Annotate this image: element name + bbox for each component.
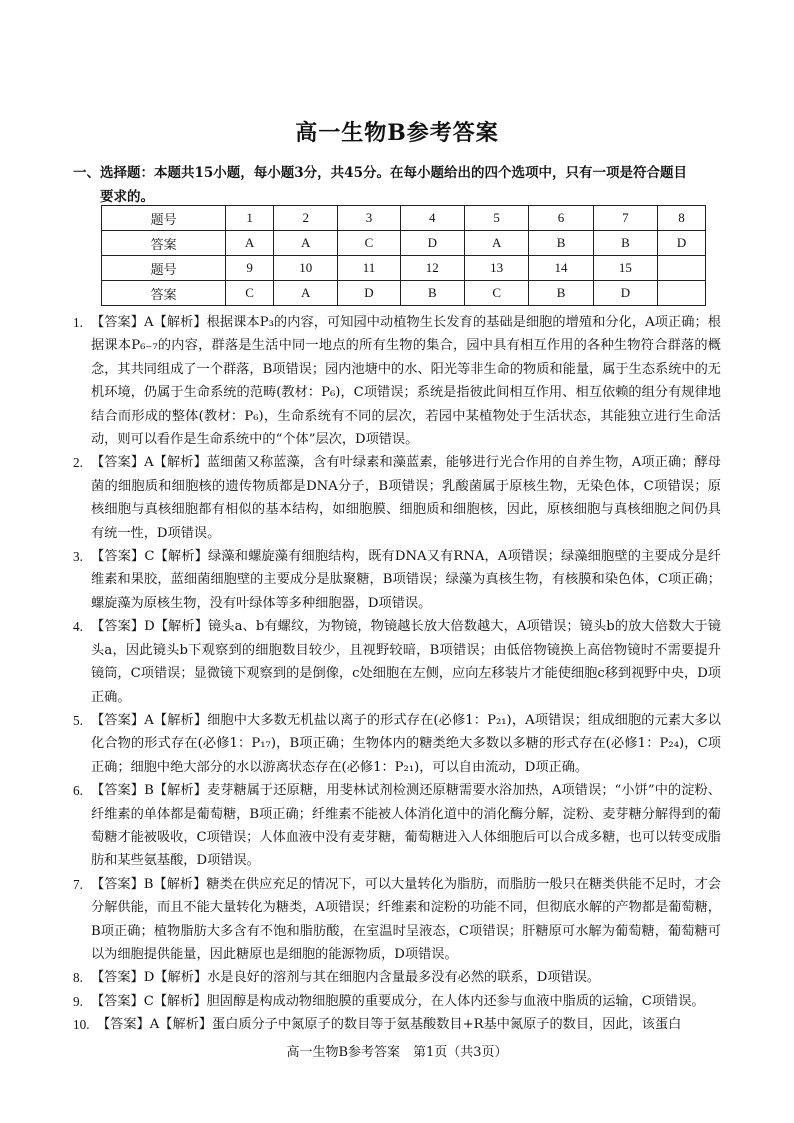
table-cell — [658, 281, 706, 306]
item-text: 【答案】D【解析】水是良好的溶剂与其在细胞内含量最多没有必然的联系，D项错误。 — [91, 970, 601, 986]
item-number: 5. — [73, 712, 83, 728]
table-row — [102, 206, 706, 231]
table-cell: 11 — [338, 256, 400, 281]
item-text: 【答案】C【解析】绿藻和螺旋藻有细胞结构，既有DNA又有RNA，A项错误；绿藻细胞壁的主要成分是纤维素和果胶，蓝细菌细胞壁的主要成分是肽聚糖，B项错误；绿藻为真核生物，有核膜和染色体，C项正确；螺旋藻为原核生物，没有叶绿体等多种细胞器，D项错误。 — [91, 549, 721, 611]
item-number: 10. — [73, 1017, 90, 1033]
item-text: 【答案】A【解析】蓝细菌又称蓝藻，含有叶绿素和藻蓝素，能够进行光合作用的自养生物，A项正确；酵母菌的细胞质和细胞核的遗传物质都是DNA分子，B项错误；乳酸菌属于原核生物，无染色体，C项错误；原核细胞与真核细胞都有相似的基本结构，如细胞膜、细胞质和细胞核，因此，原核细胞与真核细胞之间仍具有统一性，D项错误。 — [91, 455, 721, 541]
list-item — [73, 615, 721, 709]
table-cell: B — [529, 231, 593, 256]
table-cell: A — [274, 281, 338, 306]
table-cell — [658, 256, 706, 281]
table-cell: 6 — [529, 206, 593, 231]
table-cell: 7 — [593, 206, 657, 231]
item-number: 8. — [73, 970, 83, 986]
table-cell: A — [274, 231, 338, 256]
explanation-list — [73, 311, 721, 1037]
table-row-header: 答案 — [102, 281, 226, 306]
list-item — [73, 451, 721, 545]
table-cell: 15 — [593, 256, 657, 281]
item-number: 3. — [73, 549, 83, 565]
table-cell: C — [226, 281, 274, 306]
list-item — [73, 545, 721, 615]
item-text: 【答案】C【解析】胆固醇是构成动物细胞膜的重要成分，在人体内还参与血液中脂质的运输，C项错误。 — [91, 993, 705, 1009]
item-number: 1. — [73, 315, 83, 330]
table-cell: D — [338, 281, 400, 306]
table-cell: D — [400, 231, 464, 256]
table-cell: C — [338, 231, 400, 256]
page-footer: 高一生物B参考答案 第1页（共3页） — [286, 1045, 508, 1060]
table-cell: 2 — [274, 206, 338, 231]
item-number: 6. — [73, 783, 83, 799]
table-cell: B — [593, 231, 657, 256]
table-cell: D — [658, 231, 706, 256]
table-cell: B — [400, 281, 464, 306]
list-item — [73, 779, 721, 873]
table-cell: A — [464, 231, 528, 256]
table-cell: 8 — [658, 206, 706, 231]
table-row — [102, 231, 706, 256]
table-cell: 4 — [400, 206, 464, 231]
table-cell: 13 — [464, 256, 528, 281]
table-row — [102, 256, 706, 281]
table-cell: C — [464, 281, 528, 306]
table-cell: 9 — [226, 256, 274, 281]
item-number: 7. — [73, 876, 83, 892]
table-cell: 3 — [338, 206, 400, 231]
list-item — [73, 990, 721, 1013]
table-cell: B — [529, 281, 593, 306]
table-cell: 14 — [529, 256, 593, 281]
table-cell: 10 — [274, 256, 338, 281]
list-item — [73, 709, 721, 779]
item-text: 【答案】A【解析】蛋白质分子中氮原子的数目等于氨基酸数目+R基中氮原子的数目，因此，该蛋白 — [97, 1017, 682, 1033]
section-heading — [73, 161, 723, 209]
item-text: 【答案】B【解析】麦芽糖属于还原糖，用斐林试剂检测还原糖需要水浴加热，A项错误；“小饼”中的淀粉、纤维素的单体都是葡萄糖，B项正确；纤维素不能被人体消化道中的消化酶分解，淀粉、麦芽糖分解得到的葡萄糖才能被吸收，C项错误；人体血液中没有麦芽糖，葡萄糖进入人体细胞后可以合成多糖，也可以转变成脂肪和某些氨基酸，D项错误。 — [91, 783, 721, 869]
page-title: 高一生物B参考答案 — [295, 120, 499, 146]
table-cell: 12 — [400, 256, 464, 281]
list-item — [73, 873, 721, 967]
list-item — [73, 966, 721, 989]
table-cell: A — [226, 231, 274, 256]
table-row-header: 题号 — [102, 256, 226, 281]
table-cell: 1 — [226, 206, 274, 231]
item-text: 【答案】B【解析】糖类在供应充足的情况下，可以大量转化为脂肪，而脂肪一般只在糖类供能不足时，才会分解供能，而且不能大量转化为糖类，A项错误；纤维素和淀粉的功能不同，但彻底水解的产物都是葡萄糖，B项正确；植物脂肪大多含有不饱和脂肪酸，在室温时呈液态，C项错误；肝糖原可水解为葡萄糖，葡萄糖可以为细胞提供能量，因此糖原也是细胞的能源物质，D项错误。 — [91, 876, 721, 962]
item-text: 【答案】A【解析】根据课本P₃的内容，可知园中动植物生长发育的基础是细胞的增殖和分化，A项正确；根据课本P₆₋₇的内容，群落是生活中同一地点的所有生物的集合，园中具有相互作用的各种生物符合群落的概念，其共同组成了一个群落，B项错误；园内池塘中的水、阳光等非生命的物质和能量，属于生态系统中的无机环境，仍属于生命系统的范畴(教材：P₆)，C项错误；系统是指彼此间相互作用、相互依赖的组分有规律地结合而形成的整体(教材：P₆)，生命系统有不同的层次，若园中某植物处于生活状态，其能独立进行生命活动，则可以看作是生命系统中的“个体”层次，D项错误。 — [91, 315, 721, 448]
item-text: 【答案】D【解析】镜头a、b有螺纹，为物镜，物镜越长放大倍数越大，A项错误；镜头b的放大倍数大于镜头a，因此镜头b下观察到的细胞数目较少，且视野较暗，B项错误；由低倍物镜换上高倍物镜时不需要提升镜筒，C项错误；显微镜下观察到的是倒像，c处细胞在左侧，应向左移装片才能使细胞c移到视野中央，D项正确。 — [91, 619, 721, 705]
section-heading-line1: 一、选择题：本题共15小题，每小题3分，共45分。在每小题给出的四个选项中，只有一项是符合题目 — [73, 165, 687, 181]
item-number: 4. — [73, 619, 83, 635]
table-row-header: 答案 — [102, 231, 226, 256]
section-heading-line2: 要求的。 — [100, 189, 154, 205]
item-number: 9. — [73, 993, 83, 1009]
table-row-header: 题号 — [102, 206, 226, 231]
list-item — [73, 311, 721, 451]
list-item — [73, 1013, 721, 1036]
table-row — [102, 281, 706, 306]
table-cell: D — [593, 281, 657, 306]
item-text: 【答案】A【解析】细胞中大多数无机盐以离子的形式存在(必修1：P₂₁)，A项错误；组成细胞的元素大多以化合物的形式存在(必修1：P₁₇)，B项正确；生物体内的糖类绝大多数以多糖的形式存在(必修1：P₂₄)，C项正确；细胞中绝大部分的水以游离状态存在(必修1：P₂₁)，可以自由流动，D项正确。 — [91, 712, 721, 775]
table-cell: 5 — [464, 206, 528, 231]
answer-table — [101, 205, 706, 306]
item-number: 2. — [73, 455, 83, 471]
